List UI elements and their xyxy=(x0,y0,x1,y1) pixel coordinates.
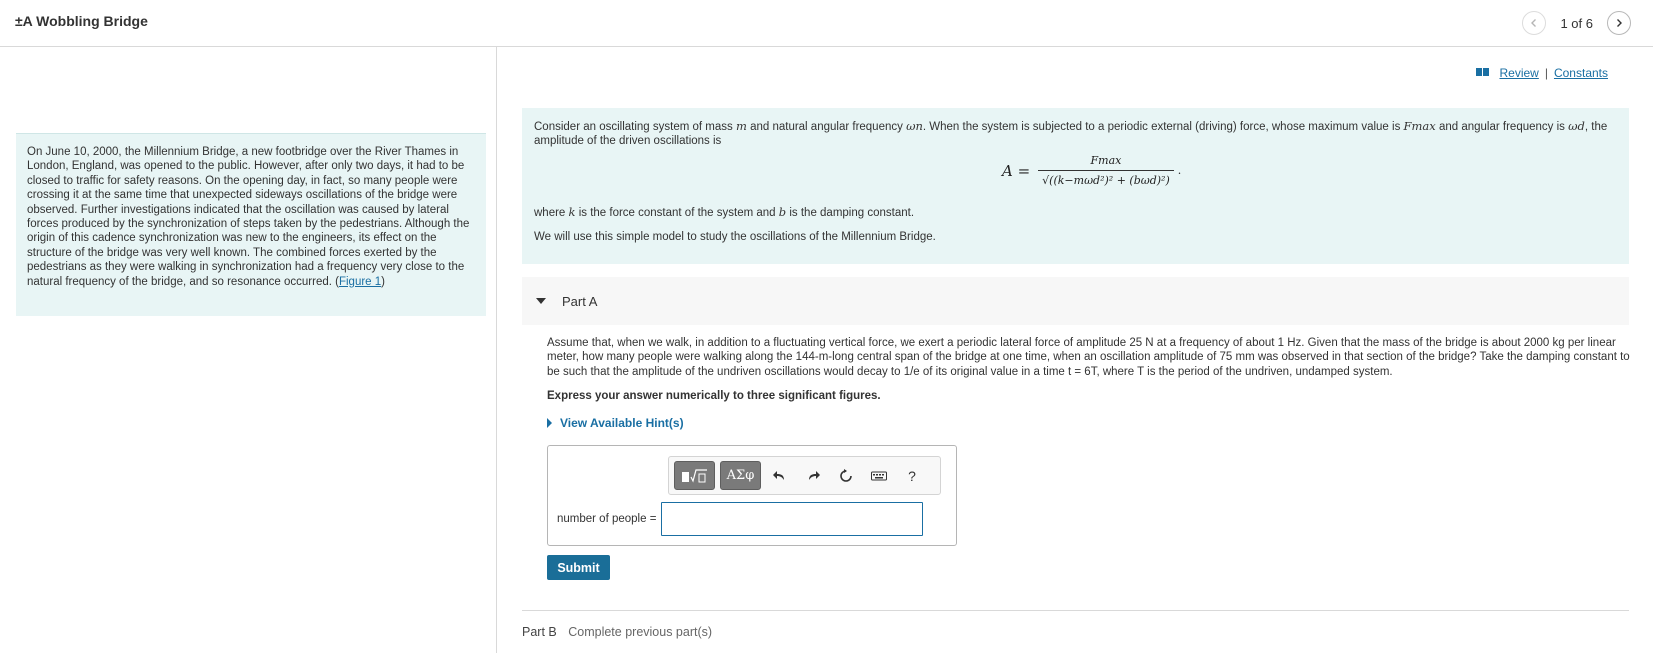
symbol-omega-d: ωd xyxy=(1568,119,1585,133)
review-constants-links xyxy=(1476,66,1608,80)
part-a-instruction: Express your answer numerically to three significant figures. xyxy=(547,390,881,402)
submit-button[interactable]: Submit xyxy=(547,555,610,580)
answer-box xyxy=(547,445,957,546)
intro-close-paren: ) xyxy=(381,275,385,288)
page-title: ±A Wobbling Bridge xyxy=(15,13,148,29)
symbol-omega-n: ωn xyxy=(906,119,923,133)
reset-icon xyxy=(838,468,854,484)
formula-numerator: Fmax xyxy=(1090,154,1122,167)
redo-button[interactable] xyxy=(799,461,827,490)
context-text: is the force constant of the system and xyxy=(575,207,779,219)
context-paragraph-3: We will use this simple model to study the oscillations of the Millennium Bridge. xyxy=(534,231,936,243)
context-box xyxy=(522,108,1629,264)
keyboard-icon xyxy=(871,468,887,484)
main-panel xyxy=(498,47,1653,653)
greek-label: ΑΣφ xyxy=(726,468,755,483)
figure-link[interactable]: Figure 1 xyxy=(338,275,382,288)
next-button[interactable] xyxy=(1607,11,1631,35)
part-b-title: Part B xyxy=(522,625,557,639)
review-link[interactable]: Review xyxy=(1499,66,1539,80)
help-icon: ? xyxy=(908,467,916,484)
constants-link[interactable]: Constants xyxy=(1553,66,1608,80)
math-templates-icon xyxy=(681,468,709,484)
undo-button[interactable] xyxy=(766,461,794,490)
templates-button[interactable] xyxy=(674,461,715,490)
part-a-header[interactable] xyxy=(522,277,1629,325)
math-toolbar xyxy=(668,456,941,495)
reset-button[interactable] xyxy=(832,461,860,490)
part-a-question: Assume that, when we walk, in addition to a fluctuating vertical force, we exert a periodic lateral force of amplitude 25 N at a frequency of about 1 Hz. Given that the mass of the bridge is about 2000 kg per linear meter, how many people were walking along the 144-m-long central span of the bridge at one time, when an oscillation amplitude of 75 mm was observed in that section of the bridge? Take the damping constant to be such that the amplitude of the undriven oscillations would decay to 1/e of its original value in a time t = 6T, where T is the period of the undriven, undamped system. xyxy=(547,337,1630,378)
context-text: . When the system is subjected to a periodic external (driving) force, whose maximum value is xyxy=(922,121,1404,133)
intro-paragraph: On June 10, 2000, the Millennium Bridge, a new footbridge over the River Thames in London, England, was opened to the public. However, after only two days, it had to be closed to traffic for safety reasons. On the opening day, in fact, so many people were crossing it at the same time that unexpected sideways oscillations of the bridge were observed. Further investigations indicated that the oscillation was caused by lateral forces produced by the synchronization of steps taken by the pedestrians. Although the origin of this cadence synchronization was new to the engineers, its effect on the structure of the bridge was very well known. The combined forces exerted by the pedestrians as they were walking in synchronization had a frequency very close to the natural frequency of the bridge, and so resonance occurred. ( xyxy=(27,146,470,288)
symbol-k: k xyxy=(568,205,576,219)
part-b-status: Complete previous part(s) xyxy=(568,625,713,639)
amplitude-formula xyxy=(1002,154,1181,188)
formula-lhs: A = xyxy=(1002,162,1031,180)
header xyxy=(0,0,1653,47)
formula-period: . xyxy=(1177,164,1182,177)
context-paragraph-1 xyxy=(534,119,1617,148)
formula-denominator: √((k−mωd²)² + (bωd)²) xyxy=(1038,170,1174,188)
redo-icon xyxy=(805,468,821,484)
keyboard-button[interactable] xyxy=(865,461,893,490)
context-text: is the damping constant. xyxy=(786,207,915,219)
caret-down-icon xyxy=(536,298,546,304)
context-text: and angular frequency is xyxy=(1435,121,1569,133)
context-text: Consider an oscillating system of mass xyxy=(534,121,736,133)
previous-button[interactable] xyxy=(1522,11,1546,35)
intro-text xyxy=(16,133,486,316)
part-a-title: Part A xyxy=(562,293,598,309)
undo-icon xyxy=(772,468,788,484)
divider xyxy=(522,610,1629,611)
symbol-fmax: Fmax xyxy=(1403,119,1436,133)
answer-input[interactable] xyxy=(661,502,923,536)
context-paragraph-2 xyxy=(534,205,914,220)
view-hints-link[interactable] xyxy=(547,416,684,430)
pager-label: 1 of 6 xyxy=(1560,15,1593,31)
link-separator: | xyxy=(1544,66,1548,80)
context-text: and natural angular frequency xyxy=(746,121,907,133)
symbol-m: m xyxy=(735,119,747,133)
formula-fraction xyxy=(1038,154,1174,188)
book-icon xyxy=(1476,66,1493,80)
pager xyxy=(1522,11,1631,35)
help-button[interactable] xyxy=(898,461,926,490)
chevron-left-icon xyxy=(1529,18,1539,28)
context-text: , the amplitude of the driven oscillations is xyxy=(534,121,1608,147)
chevron-right-icon xyxy=(1614,18,1624,28)
hint-label: View Available Hint(s) xyxy=(560,416,684,430)
answer-label: number of people = xyxy=(557,513,657,525)
symbols-button[interactable] xyxy=(720,461,761,490)
caret-right-icon xyxy=(547,418,552,428)
symbol-b: b xyxy=(778,205,787,219)
context-text: where xyxy=(534,207,569,219)
part-b-row xyxy=(522,625,712,639)
left-panel xyxy=(0,47,497,653)
